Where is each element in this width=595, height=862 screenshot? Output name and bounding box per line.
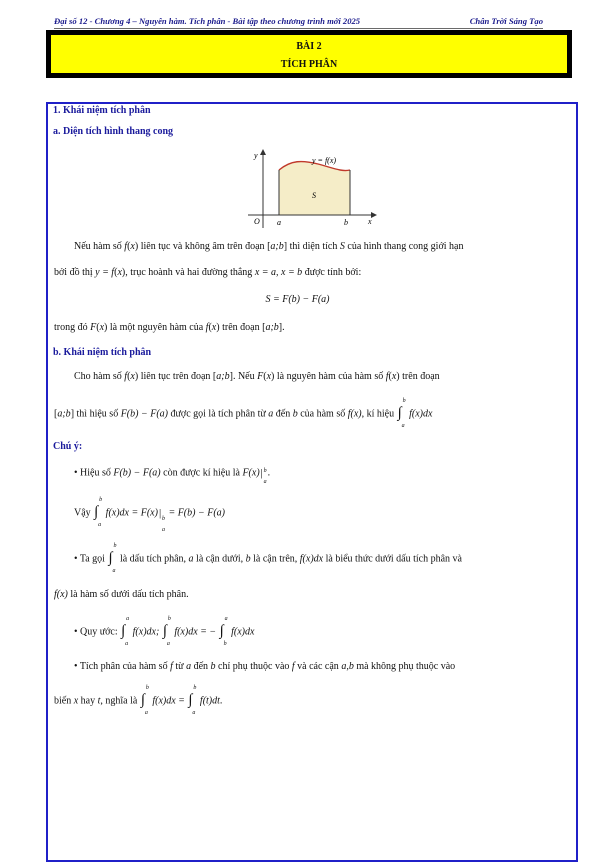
note-2: Vậy ∫ b a f(x)dx = F(x) | b a = F(b) − F(a) bbox=[74, 497, 225, 533]
integral-sign: ∫ a b bbox=[219, 616, 228, 647]
area-label: S bbox=[312, 191, 316, 200]
integral-sign: ∫ b a bbox=[108, 543, 117, 574]
integral-sign: ∫ a a bbox=[121, 616, 130, 647]
header-left: Đại số 12 - Chương 4 – Nguyên hàm. Tích phân - Bài tập theo chương trình mới 2025 bbox=[54, 16, 361, 26]
curve-label: y = f(x) bbox=[312, 156, 337, 165]
x-axis-label: x bbox=[368, 217, 372, 226]
note-1: • Hiệu số F(b) − F(a) còn được kí hiệu là F(x) | b a . bbox=[74, 467, 271, 485]
area-figure bbox=[246, 148, 380, 230]
para-a-line-3: trong đó F(x) là một nguyên hàm của f(x) trên đoạn [a;b]. bbox=[54, 322, 285, 333]
note-heading: Chú ý: bbox=[53, 441, 83, 452]
section-heading: 1. Khái niệm tích phân bbox=[53, 105, 151, 116]
note-5-line-1: • Tích phân của hàm số f từ a đến b chỉ phụ thuộc vào f và các cận a,b mà không phụ thuộc vào bbox=[74, 661, 456, 672]
integral-sign: ∫ b a bbox=[140, 685, 149, 716]
subsection-a-heading: a. Diện tích hình thang cong bbox=[53, 126, 174, 137]
a-label: a bbox=[277, 218, 281, 227]
y-axis-label: y bbox=[254, 151, 258, 160]
para-b-line-1: Cho hàm số f(x) liên tục trên đoạn [a;b]. Nếu F(x) là nguyên hàm của hàm số f(x) trên đoạn bbox=[74, 371, 440, 382]
para-a-line-2: bởi đồ thị y = f(x), trục hoành và hai đường thẳng x = a, x = b được tính bởi: bbox=[54, 267, 362, 278]
note-3-line-1: • Ta gọi ∫ b a là dấu tích phân, a là cận dưới, b là cận trên, f(x)dx là biểu thức dưới dấu tích phân và bbox=[74, 543, 462, 574]
b-label: b bbox=[344, 218, 348, 227]
lesson-title: TÍCH PHÂN bbox=[280, 59, 338, 70]
title-box bbox=[46, 30, 572, 78]
lesson-number: BÀI 2 bbox=[296, 41, 322, 52]
para-a-line-1: Nếu hàm số f(x) liên tục và không âm trên đoạn [a;b] thì diện tích S của hình thang cong giới hạn bbox=[74, 241, 464, 252]
area-formula: S = F(b) − F(a) bbox=[265, 294, 330, 305]
integral-sign: ∫ b a bbox=[94, 497, 103, 528]
note-5-line-2: biến x hay t, nghĩa là ∫ b a f(x)dx = ∫ b a f(t)dt. bbox=[54, 685, 223, 716]
page-header bbox=[54, 14, 543, 29]
integral-sign: ∫ b a bbox=[188, 685, 197, 716]
integral-sign: ∫ b a bbox=[397, 398, 406, 429]
subsection-b-heading: b. Khái niệm tích phân bbox=[53, 347, 152, 358]
note-4: • Quy ước: ∫ a a f(x)dx; ∫ b a f(x)dx = − ∫ a b f(x)dx bbox=[74, 616, 255, 647]
integral-sign: ∫ b a bbox=[162, 616, 171, 647]
note-3-line-2: f(x) là hàm số dưới dấu tích phân. bbox=[54, 589, 189, 600]
origin-label: O bbox=[254, 217, 260, 226]
header-right: Chân Trời Sáng Tạo bbox=[469, 16, 543, 26]
para-b-line-2: [a;b] thì hiệu số F(b) − F(a) được gọi là tích phân từ a đến b của hàm số f(x), kí hiệu ∫ b a f(x)dx bbox=[54, 398, 433, 429]
